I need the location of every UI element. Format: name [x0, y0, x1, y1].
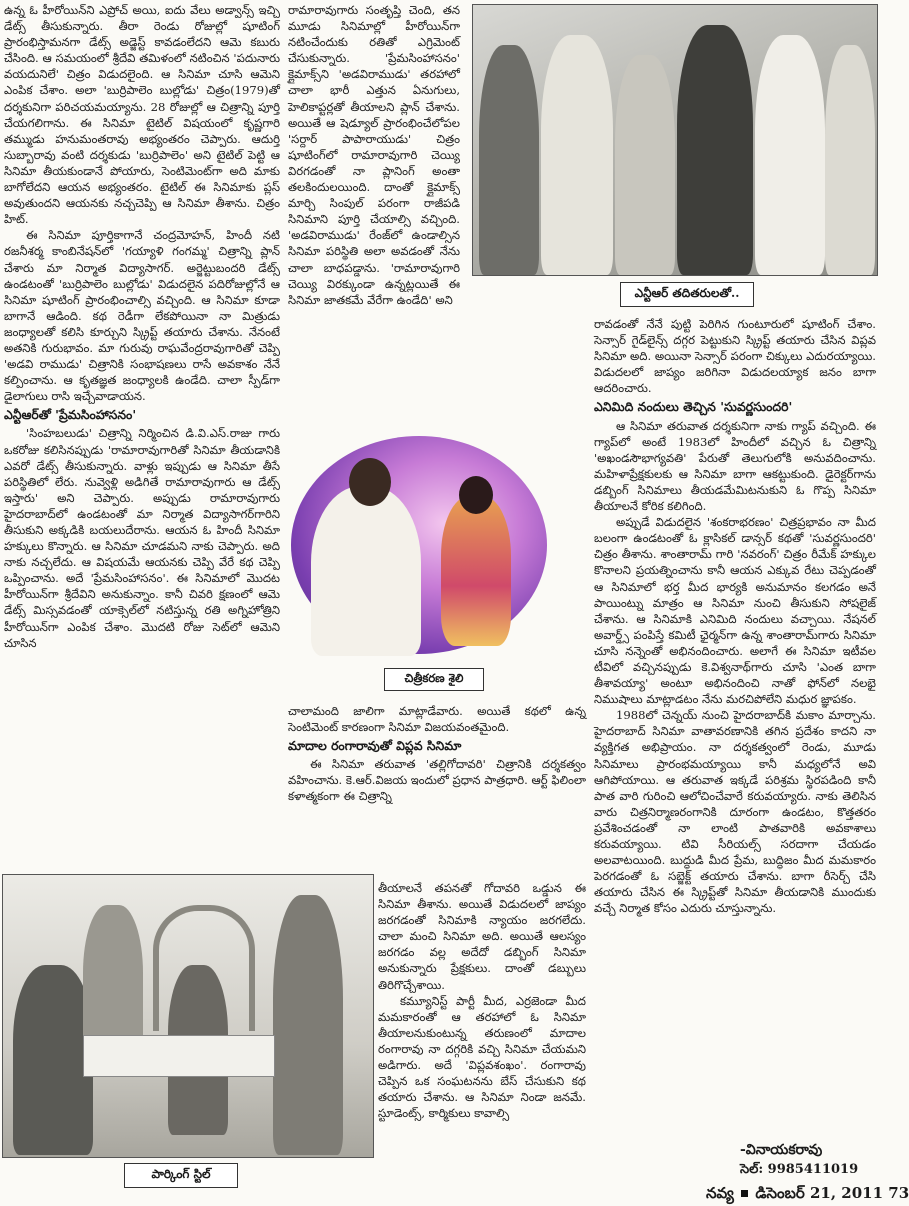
actor-head — [349, 458, 391, 506]
bottom-photo-caption: పార్కింగ్‌ స్టిల్‌ — [124, 1163, 238, 1188]
photo-person — [825, 45, 875, 275]
col1-para-3: 'సింహబలుడు' చిత్రాన్ని నిర్మించిన డి.వి.ఎస్‌.రాజు గారు ఒకరోజు కలిసినప్పుడు 'రామారావుగారితో సినిమా తీయడానికి ఎవరో డేట్స్‌ తీసుకున్నారు. వాళ్లు ఇప్పుడు ఆ సినిమా తీసే పరిస్థితిలో లేరు. నువ్వెళ్లి అడిగితే రామారావుగారు ఆ డేట్స్‌ ఇస్తారు' అని చెప్పారు. అప్పుడు రామారావుగారు హైదరాబాద్‌లో ఉండటంతో మా నిర్మాత విద్యాసాగర్‌గారిని తీసుకుని అక్కడికి బయలుదేరాను. ఆయన ఓ హిందీ సినిమా హక్కులు కొన్నారు. ఆ సినిమా చూడమని నాకు చెప్పారు. అది నాకు నచ్చలేదు. ఆ విషయమే ఆయనకు చెప్పి వేరే కథ చెప్పి ఒప్పించాను. అదే 'ప్రేమసింహాసనం'. ఈ సినిమాలో మొదట హీరోయిన్‌గా శ్రీదేవిని అనుకున్నాం. కానీ చివరి క్షణంలో ఆమె డేట్స్‌ మిస్సవడంతో యాక్సెల్‌లో నటిస్తున్న రతి అగ్నిహోత్రిని హీరోయిన్‌గా ఎంపిక చేశాం. మొదటి రోజు సెట్‌లో ఆమెని చూసిన — [4, 426, 280, 650]
center-photo-caption: చిత్రీకరణ శైలి — [384, 668, 484, 691]
bottom-photo — [2, 874, 374, 1158]
col3-heading: ఎనిమిది నందులు తెచ్చిన 'సువర్ణసుందరి' — [594, 399, 793, 415]
col1-para-2: ఈ సినిమా పూర్తికాగానే చంద్రమోహన్‌, హిందీ నటి రజనీశర్మ కాంబినేషన్‌లో 'గయ్యాళి గంగమ్మ' చిత్రాన్ని ప్లాన్‌ చేశారు మా నిర్మాత విద్యాసాగర్‌. అర్జెట్టుబందరి డేట్స్‌ ఉండటంతో 'బుర్రిపాలెం బుల్లోడు' విడుదలైన పదిరోజుల్లోనే ఆ సినిమా షూటింగ్‌ ప్రారంభించాల్సి వచ్చింది. ఆ సినిమా కూడా బాగానే ఆడింది. కథ రెడీగా లేకపోయినా నా మిత్రుడు జంధ్యాలతో కలిసి కూర్చుని స్క్రిప్ట్‌ తయారు చేశాను. నేనంటే అతనికి గురుభావం. మా గురువు రాఘవేంద్రరావుగారితో చెప్పి 'అడవి రాముడు' చిత్రానికి సంభాషణలు రాసే అవకాశం నేనే కల్పించాను. ఆ కృతజ్ఞత జంధ్యాలకి ఉండేది. చాలా స్పీడ్‌గా డైలాగులు రాసి ఇచ్చేవాడాయన. — [4, 228, 280, 404]
col1-para-1: ఉన్న ఓ హీరోయిన్‌ని ఎప్రోచ్‌ అయి, ఐదు వేలు అడ్వాన్స్‌ ఇచ్చి డేట్స్‌ తీసుకున్నారు. తీరా రెండు రోజుల్లో షూటింగ్‌ ప్రారంభిస్తామనగా డేట్స్‌ అడ్జెస్ట్‌ కావడంలేదని ఆమె కబురు చేసింది. ఆ సమయంలో శ్రీదేవి తమిళంలో నటించిన 'పదునారు వయదునిలే' చిత్రం విడుదలైంది. ఆ సినిమా చూసి ఆమెని ఎంపిక చేశాం. అలా 'బుర్రిపాలెం బుల్లోడు' చిత్రం(1979)తో దర్శకునిగా పరిచయమయ్యాను. 28 రోజుల్లో ఆ చిత్రాన్ని పూర్తి చేయగలిగాను. ఈ సినిమా టైటిల్‌ విషయంలో కృష్ణగారి తమ్ముడు హనుమంతరావు అభ్యంతరం చెప్పారు. ఆదుర్తి సుబ్బారావు వంటి దర్శకుడు 'బుర్రిపాలెం' అని టైటిల్‌ పెట్టి ఆ సినిమా తీయకుండానే పోయారు, సెంటిమెంట్‌గా అది మాకు బాగోలేదని ఆయన అభ్యంతరం. టైటిల్‌ ఈ సినిమాకు ప్లస్‌ అవుతుందని ఆయనకు నచ్చచెప్పి ఆ సినిమా తీశాను. చిత్రం హిట్‌. — [4, 3, 280, 227]
col3-para-1: రావడంతో నేనే పుట్టి పెరిగిన గుంటూరులో షూటింగ్‌ చేశాం. సెన్సార్‌ గైడ్‌లైన్స్‌ దగ్గర పెట్టుకుని స్క్రిప్ట్‌ తయారు చేసిన విప్లవ సినిమా అది. అయినా సెన్సార్‌ పరంగా చిక్కులు ఎదురయ్యాయి. విడుదలలో జాప్యం జరిగినా విడుదలయ్యాక జనం బాగా ఆదరించారు. — [594, 317, 876, 396]
dancer-head — [459, 476, 493, 514]
page-number: 73 — [888, 1184, 909, 1202]
photo-person — [273, 895, 343, 1155]
col2-heading: మాదాల రంగారావుతో విప్లవ సినిమా — [288, 738, 462, 754]
photo-person — [479, 45, 539, 275]
author-name: -వినాయకరావు — [740, 1142, 823, 1158]
col2b-para-1: తీయాలనే తపనతో గోదావరి ఒడ్డున ఈ సినిమా తీశాను. అయితే విడుదలలో జాప్యం జరగడంతో సినిమాకి న్యాయం జరగలేదు. చాలా మంచి సినిమా అది. అయితే ఆలస్యం జరగడం వల్ల అదేదో డబ్బింగ్‌ సినిమా అనుకున్నారు ప్రేక్షకులు. దాంతో డబ్బులు తిరిగొచ్చేశాయి. — [378, 881, 586, 992]
photo-table — [83, 1035, 275, 1077]
photo-person — [541, 35, 613, 275]
photo-person — [677, 25, 753, 275]
photo-person — [755, 35, 825, 275]
dancer-figure — [441, 496, 511, 646]
column-2-bottom — [378, 880, 586, 1180]
photo-person — [615, 55, 675, 275]
col3-para-2: ఆ సినిమా తరువాత దర్శకునిగా నాకు గ్యాప్‌ వచ్చింది. ఈ గ్యాప్‌లో అంటే 1983లో హిందీలో వచ్చిన ఓ చిత్రాన్ని 'అఖండసౌభాగ్యవతి' పేరుతో తెలుగులోకి అనువదించాను. మహిళాప్రేక్షకులకు ఆ సినిమా బాగా ఆకట్టుకుంది. డైరెక్టర్‌గాను డబ్బింగ్‌ సినిమాలు తీయడమేమిటనుకుని ఓ గొప్ప సినిమా తీయాలనే కోరిక కలిగింది. — [594, 418, 876, 514]
magazine-name: నవ్య — [706, 1184, 734, 1202]
center-photo — [291, 436, 547, 654]
col2-para-3: ఈ సినిమా తరువాత 'తల్లిగోదావరి' చిత్రానికి దర్శకత్వం వహించాను. కె.ఆర్‌.విజయ ఇందులో ప్రధాన పాత్రధారి. ఆర్ట్‌ ఫిలింలా కళాత్మకంగా ఈ చిత్రాన్ని — [288, 757, 586, 804]
column-2-top — [288, 2, 460, 430]
page-footer — [706, 1184, 909, 1204]
col3-para-3: అప్పుడే విడుదలైన 'శంకరాభరణం' చిత్రప్రభావం నా మీద బలంగా ఉండటంతో ఓ క్లాసికల్‌ డాన్సర్‌ కథతో 'సువర్ణసుందరి' చిత్రం తీశాను. శాంతారామ్‌ గారి 'నవరంగ్‌' చిత్రం రీమేక్‌ హక్కుల కొనాలని ప్రయత్నించాను కానీ ఆయన ఎక్కువ రేటు చెప్పడంతో ఆ సినిమాలో భర్త మీద భార్యకి అనుమానం కలగడం అనే పాయింట్ను మాత్రం ఆ సినిమా నుంచి తీసుకుని సోషలైజ్‌ చేశాను. ఆ సినిమాకి ఎనిమిది నందులు వచ్చాయి. నేషనల్‌ అవార్డ్స్‌ పంపిస్తే కమిటీ ఛైర్మన్‌గా ఉన్న శాంతారామ్‌గారు సినిమా చూసి నన్నెంతో అభినందించారు. అలాగే ఈ సినిమా ఇటీవల టీవిలో వచ్చినప్పుడు కె.విశ్వనాథ్‌గారు చూసి 'ఎంత బాగా తీశావయ్యా' అంటూ అభినందించి నాతో ఫోన్‌లో నలభై నిముషాలు మాట్లాడటం నేను మరచిపోలేని మధుర జ్ఞాపకం. — [594, 515, 876, 707]
column-1 — [4, 2, 280, 840]
top-photo — [472, 4, 878, 276]
issue-date: డిసెంబర్‌ 21, 2011 — [755, 1184, 884, 1202]
author-phone: సెల్‌: 9985411019 — [740, 1162, 859, 1177]
col2-para-2: చాలామంది జాలిగా మాట్లాడేవారు. అయితే కథలో ఉన్న సెంటిమెంట్‌ కారణంగా సినిమా విజయవంతమైంది. — [288, 704, 586, 735]
actor-figure — [311, 486, 421, 656]
footer-square-icon — [741, 1190, 748, 1197]
col3-para-4: 1988లో చెన్నయ్‌ నుంచి హైదరాబాద్‌కి మకాం మార్చాను. హైదరాబాద్‌ సినిమా వాతావరణానికి తగిన ప్రదేశం కాదని నా వ్యక్తిగత అభిప్రాయం. నా దర్శకత్వంలో రెండు, మూడు సినిమాలు ప్రారంభమయ్యాయి కానీ మధ్యలోనే అవి ఆగిపోయాయి. ఆ తరువాత ఇక్కడే పరిశ్రమ స్థిరపడింది కానీ పాత వారి గురించి ఆలోచించేవారే కరువయ్యారు. నాకు తెలిసిన వారు చిత్రనిర్మాణరంగానికి దూరంగా ఉండటం, కొత్తతరం ప్రవేశించడంతో నా లాంటి పాతవారికి అవకాశాలు కరువయ్యాయి. టివి సీరియల్స్‌ సరదాగా చేయడం అలవాటయింది. బుద్ధుడి మీద ప్రేమ, బుద్ధిజం మీద మమకారం పెరగడంతో ఓ సబ్జెక్ట్‌ తయారు చేశాను. బాగా రీసెర్చ్‌ చేసి తయారు చేసిన ఈ స్క్రిప్ట్‌తో సినిమా తీయడానికి ముందుకు వచ్చే నిర్మాత కోసం ఎదురు చూస్తున్నాను. — [594, 708, 876, 916]
col2-para-1: రామారావుగారు సంతృప్తి చెంది, తన మూడు సినిమాల్లో హీరోయిన్‌గా నటించేందుకు రతితో ఎగ్రిమెంట్‌ చేసుకున్నారు. 'ప్రేమసింహాసనం' క్లైమాక్స్‌ని 'అడవిరాముడు' తరహాలో చాలా భారీ ఎత్తున ఏనుగులు, హెలికాప్టర్లతో తీయాలని ప్లాన్‌ చేశాను. అయితే ఆ షెడ్యూల్‌ ప్రారంభించేలోపల 'సర్దార్‌ పాపారాయుడు' చిత్రం షూటింగ్‌లో రామారావుగారి చెయ్యి విరగడంతో నా ప్లానింగ్‌ అంతా తలకిందులయింది. దాంతో క్లైమాక్స్‌ మార్చి సింపుల్‌ పరంగా రాజీపడి సినిమాని పూర్తి చేయాల్సి వచ్చింది. 'అడవిరాముడు' రేంజ్‌లో ఉండాల్సిన సినిమా పరిస్థితి అలా అవడంతో నేను చాలా బాధపడ్డాను. 'రామారావుగారి చెయ్యి విరక్కుండా ఉన్నట్లయితే ఈ సినిమా జాతకమే వేరేగా ఉండేది' అని — [288, 3, 460, 307]
column-3 — [594, 316, 876, 1140]
col2b-para-2: కమ్యూనిస్ట్‌ పార్టీ మీద, ఎర్రజెండా మీద మమకారంతో ఆ తరహాలో ఓ సినిమా తీయాలనుకుంటున్న తరుణంలో మాదాల రంగారావు నా దగ్గరికి వచ్చి సినిమా చేయమని అడిగారు. అదే 'విప్లవశంఖం'. రంగారావు చెప్పిన ఒక సంఘటనను బేస్‌ చేసుకుని కథ తయారు చేశాను. ఆ సినిమా నిండా జనమే. స్టూడెంట్స్‌, కార్మికులు కావాల్సి — [378, 993, 586, 1121]
photo-person — [13, 965, 93, 1155]
column-2-mid — [288, 703, 586, 875]
col1-heading: ఎన్టీఆర్‌తో 'ప్రేమసింహాసనం' — [4, 407, 137, 423]
top-photo-caption: ఎన్టీఆర్‌ తదితరులతో.. — [620, 282, 754, 307]
